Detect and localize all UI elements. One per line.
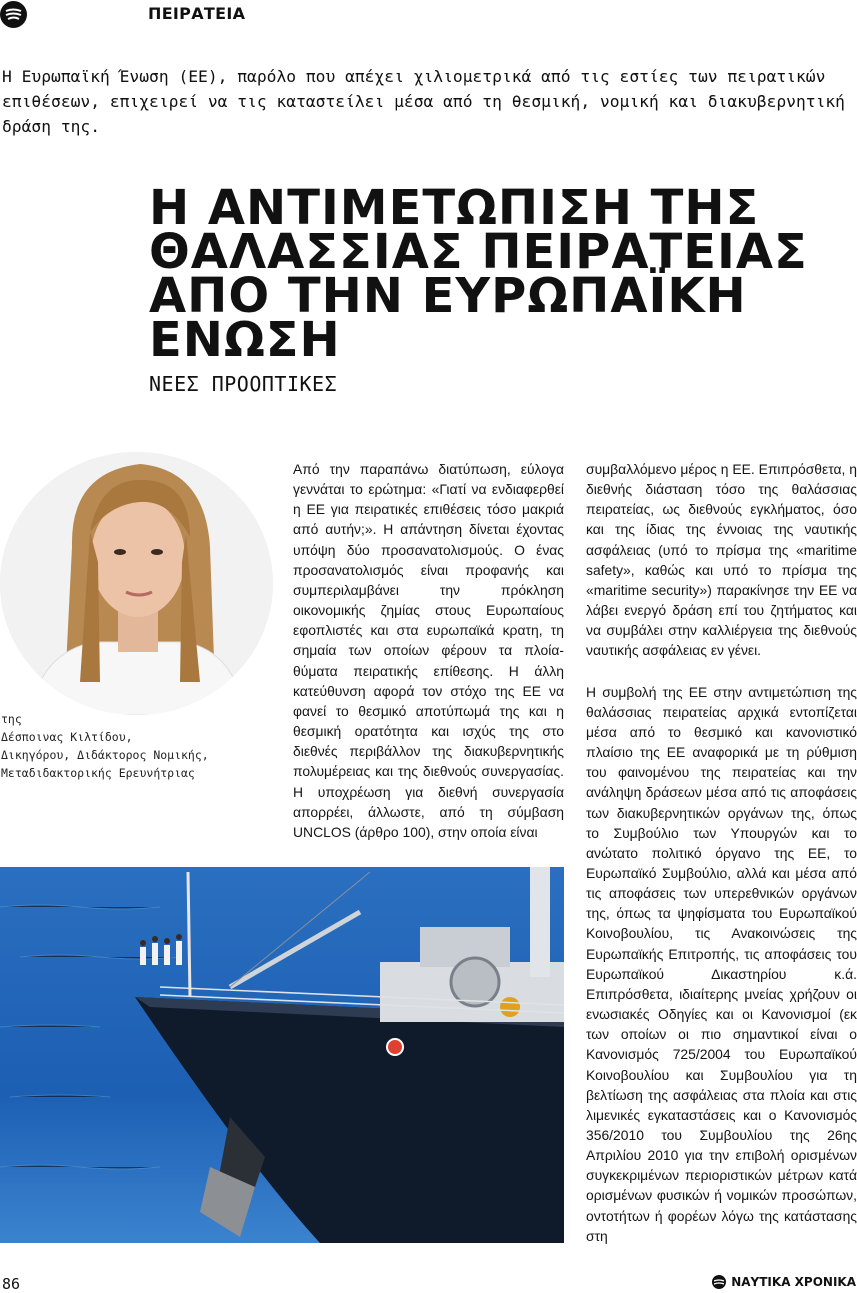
body-paragraph: Από την παραπάνω διατύπωση, εύλογα γεννάται το ερώτημα: «Γιατί να ενδιαφερθεί η ΕΕ για πειρατικές επιθέσεις τόσο μακριά από αυτήν;». Η απάντηση δίνεται έχοντας υπόψη δύο προσανατολισμούς. Ο ένας προσανατολισμός είναι προφανής και συμπεριλαμβάνει την πρόκληση οικονομικής ζημίας στους Ευρωπαίους εφοπλιστές και στα ευρωπαϊκά κρατη, τη σημαία των οποίων φέρουν τα πλοία-θύματα πειρατικής επίθεσης. Η άλλη κατεύθυνση αφορά τον στόχο της ΕΕ να φανεί το θεσμικό αποτύπωμά της και η θεσμική ορατότητα και ισχύς της στο διεθνές περιβάλλον της διακυβερνητικής πολυμέρειας και της διεθνούς συνεργασίας. Η υποχρέωση για διεθνή συνεργασία απορρέει, άλλωστε, από τη σύμβαση UNCLOS (άρθρο 100), στην οποία είναι [293, 461, 564, 840]
byline-role: Μεταδιδακτορικής Ερευνήτριας [1, 766, 195, 780]
title-line: ΕΝΩΣΗ [149, 312, 341, 368]
body-paragraph: συμβαλλόμενο μέρος η ΕΕ. Επιπρόσθετα, η διεθνής διάσταση τόσο της θαλάσσιας πειρατείας, ως διεθνούς εγκλήματος, όσο και της ίδιας της έννοιας της ναυτικής ασφάλειας (υπό το πρίσμα της «maritime safety», καθώς και υπό το πρίσμα της «maritime security») παρακίνησε την ΕΕ να λάβει ενεργό δράση επί του ζητήματος και να συμβάλει στην καλλιέργεια της διεθνούς ναυτικής ασφάλειας εν γένει. [586, 461, 857, 659]
section-label: ΠΕΙΡΑΤΕΙΑ [148, 4, 246, 23]
lead-paragraph: Η Ευρωπαϊκή Ένωση (ΕΕ), παρόλο που απέχει χιλιομετρικά από τις εστίες των πειρατικών επιθέσεων, επιχειρεί να τις καταστείλει μέσα από τη θεσμική, νομική και διακυβερνητική δράση της. [2, 67, 845, 136]
body-column-2 [586, 459, 857, 1246]
article-subtitle: ΝΕΕΣ ΠΡΟΟΠΤΙΚΕΣ [149, 372, 338, 396]
title-line: ΑΠΟ ΤΗΝ ΕΥΡΩΠΑΪΚΗ [149, 268, 747, 324]
body-column-1 [293, 459, 564, 842]
title-line: ΘΑΛΑΣΣΙΑΣ ΠΕΙΡΑΤΕΙΑΣ [149, 224, 808, 280]
author-portrait [0, 452, 273, 715]
byline-author: Δέσποινας Κιλτίδου, [1, 730, 133, 744]
brand-name: ΝΑΥΤΙΚΑ ΧΡΟΝΙΚΑ [731, 1275, 856, 1289]
article-title [149, 180, 849, 368]
byline-prefix: της [1, 712, 22, 726]
byline-role: Δικηγόρου, Διδάκτορος Νομικής, [1, 748, 209, 762]
title-line: Η ΑΝΤΙΜΕΤΩΠΙΣΗ ΤΗΣ [149, 180, 760, 236]
byline [1, 710, 271, 782]
body-paragraph: Η συμβολή της ΕΕ στην αντιμετώπιση της θαλάσσιας πειρατείας αρχικά εντοπίζεται μέσα από το θεσμικό και κανονιστικό πλαίσιο της ΕΕ αναφορικά με τη ρύθμιση του φαινομένου της πειρατείας και την ανάληψη δράσεων μέσα από τις αποφάσεις των διακυβερνητικών οργάνων της, όπως το Συμβούλιο των Υπουργών και το ανώτατο πολιτικό όργανο της ΕΕ, το Ευρωπαϊκό Συμβούλιο, αλλά και μέσα από τις αποφάσεις των υπερεθνικών οργάνων της, όπως τα ψηφίσματα του Ευρωπαϊκού Κοινοβουλίου, τις Ανακοινώσεις της Ευρωπαϊκής Επιτροπής, τις αποφάσεις του Ευρωπαϊκού Δικαστηρίου κ.ά. Επιπρόσθετα, ιδιαίτερης μνείας χρήζουν οι ενωσιακές Οδηγίες και οι Κανονισμοί (εκ των οποίων οι πιο σημαντικοί είναι ο Κανονισμός 725/2004 του Ευρωπαϊκού Κοινοβουλίου και Συμβουλίου για τη βελτίωση της ασφάλειας στα πλοία και στις λιμενικές εγκαταστάσεις και ο Κανονισμός 356/2010 του Συμβουλίου της 26ης Απριλίου 2010 για την επιβολή ορισμένων συγκεκριμένων περιοριστικών μέτρων κατά ορισμένων φυσικών ή νομικών προσώπων, οντοτήτων ή φορέων λόγω της κατάστασης στη [586, 683, 857, 1244]
brand-logo-icon [0, 1, 27, 28]
footer-brand [712, 1275, 856, 1289]
ship-photo [0, 867, 564, 1243]
brand-logo-icon [712, 1275, 726, 1289]
page-number: 86 [2, 1275, 21, 1293]
